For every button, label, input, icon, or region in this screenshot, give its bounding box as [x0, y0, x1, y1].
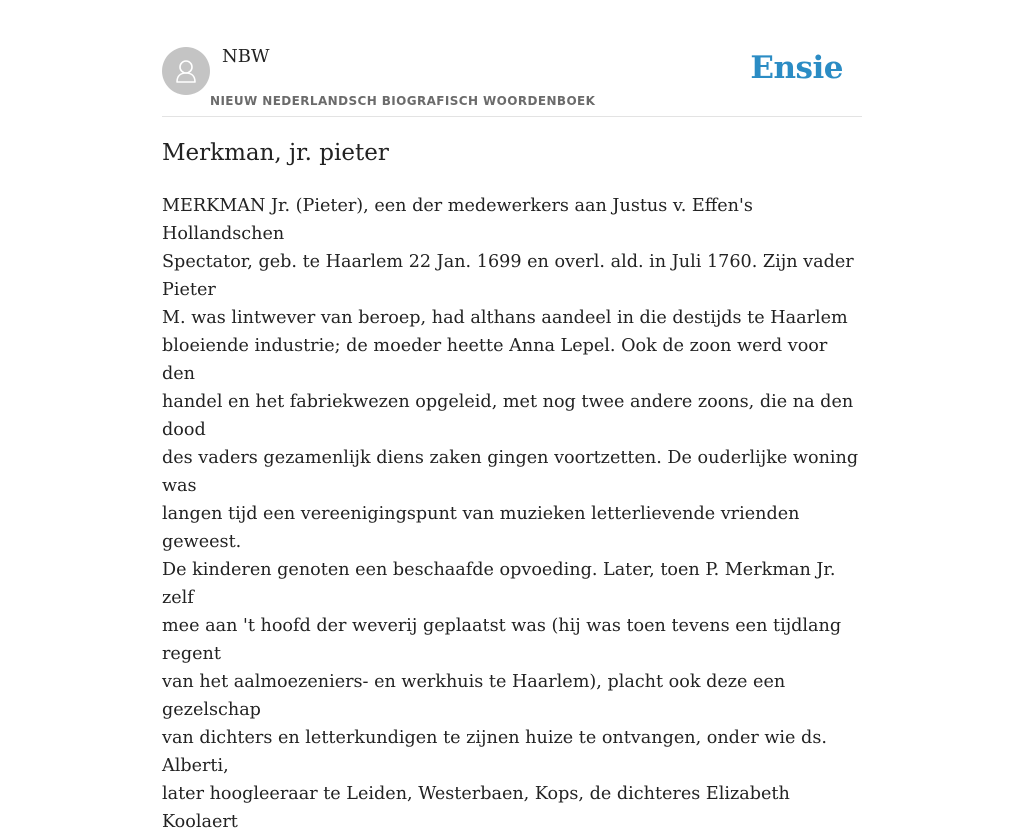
avatar[interactable]	[162, 47, 210, 95]
page-title: Merkman, jr. pieter	[162, 140, 389, 166]
brand-logo[interactable]: Ensie	[750, 50, 843, 86]
source-name[interactable]: NBW	[222, 46, 270, 67]
source-full-name[interactable]: NIEUW NEDERLANDSCH BIOGRAFISCH WOORDENBOEK	[210, 94, 596, 108]
user-icon	[172, 57, 200, 85]
article-body: MERKMAN Jr. (Pieter), een der medewerkers aan Justus v. Effen's Hollandschen Spectator, geb. te Haarlem 22 Jan. 1699 en overl. ald. in Juli 1760. Zijn vader Pieter M. was lintwever van beroep, had althans aandeel in die destijds te Haarlem bloeiende industrie; de moeder heette Anna Lepel. Ook de zoon werd voor den handel en het fabriekwezen opgeleid, met nog twee andere zoons, die na den dood des vaders gezamenlijk diens zaken gingen voortzetten. De ouderlijke woning was langen tijd een vereenigingspunt van muzieken letterlievende vrienden geweest. De kinderen genoten een beschaafde opvoeding. Later, toen P. Merkman Jr. zelf mee aan 't hoofd der weverij geplaatst was (hij was toen tevens een tijdlang regent van het aalmoezeniers- en werkhuis te Haarlem), placht ook deze een gezelschap van dichters en letterkundigen te zijnen huize te ontvangen, onder wie ds. Alberti, later hoogleeraar te Leiden, Westerbaen, Kops, de dichteres Elizabeth Koolaert	[162, 196, 859, 832]
source-header	[162, 46, 862, 117]
